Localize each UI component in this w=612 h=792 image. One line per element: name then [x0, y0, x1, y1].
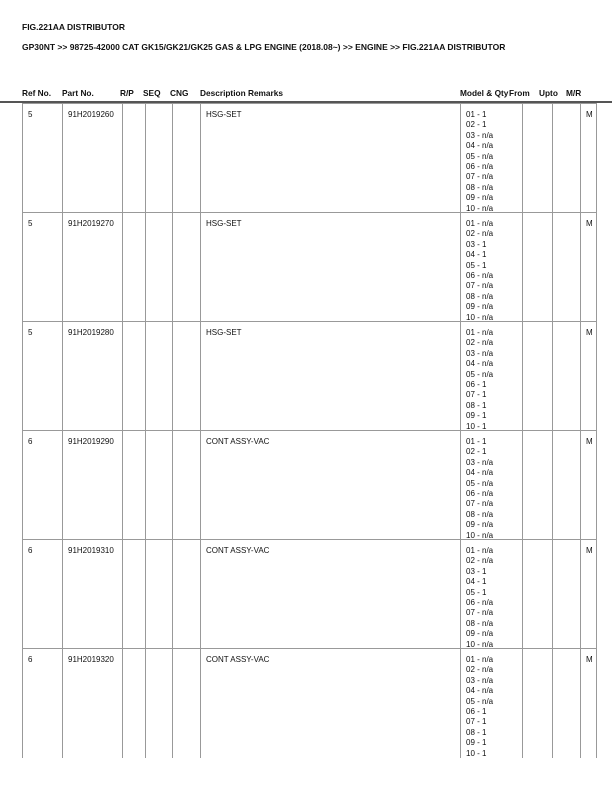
cell-upto	[552, 540, 580, 649]
cell-seq	[145, 431, 172, 540]
model-qty-line: 06 - n/a	[466, 489, 494, 499]
model-qty-line: 04 - 1	[466, 250, 487, 260]
model-qty-line: 03 - n/a	[466, 457, 494, 467]
model-qty-line: 02 - n/a	[466, 338, 494, 348]
header-ref-no: Ref No.	[22, 88, 52, 98]
cell-rp	[122, 540, 145, 649]
model-qty-line: 08 - n/a	[466, 291, 494, 301]
cell-cng	[172, 431, 200, 540]
cell-ref: 5	[22, 104, 62, 213]
cell-desc: HSG-SET	[200, 322, 482, 431]
model-qty-line: 07 - 1	[466, 717, 487, 727]
header-upto: Upto	[539, 88, 558, 98]
cell-part: 91H2019320	[62, 649, 122, 758]
model-qty-line: 03 - 1	[466, 239, 487, 249]
cell-models	[460, 104, 522, 213]
model-qty-line: 10 - n/a	[466, 203, 494, 213]
cell-rp	[122, 213, 145, 322]
cell-from	[522, 649, 552, 758]
model-qty-line: 01 - n/a	[466, 328, 494, 337]
model-qty-line: 08 - 1	[466, 727, 487, 737]
cell-desc: CONT ASSY-VAC	[200, 431, 482, 540]
model-qty-line: 06 - n/a	[466, 598, 494, 608]
cell-from	[522, 540, 552, 649]
cell-ref: 5	[22, 213, 62, 322]
model-qty-line: 04 - n/a	[466, 141, 494, 151]
cell-seq	[145, 540, 172, 649]
cell-seq	[145, 649, 172, 758]
model-qty-line: 09 - n/a	[466, 520, 494, 530]
model-qty-line: 02 - 1	[466, 447, 487, 457]
model-qty-line: 09 - n/a	[466, 193, 494, 203]
cell-upto	[552, 104, 580, 213]
model-qty-line: 10 - 1	[466, 421, 487, 431]
cell-from	[522, 322, 552, 431]
breadcrumb: GP30NT >> 98725-42000 CAT GK15/GK21/GK25 GAS & LPG ENGINE (2018.08~) >> ENGINE >> FIG.221AA DISTRIBUTOR	[22, 42, 506, 52]
model-qty-line: 01 - 1	[466, 110, 487, 119]
model-qty-line: 07 - n/a	[466, 499, 494, 509]
model-qty-line: 02 - n/a	[466, 556, 494, 566]
model-qty-line: 06 - n/a	[466, 162, 494, 172]
model-qty-line: 05 - 1	[466, 587, 487, 597]
model-qty-line: 02 - n/a	[466, 229, 494, 239]
cell-mr: M	[580, 213, 597, 322]
model-qty-line: 09 - n/a	[466, 302, 494, 312]
header-from: From	[509, 88, 530, 98]
cell-mr: M	[580, 649, 597, 758]
cell-models	[460, 213, 522, 322]
model-qty-line: 07 - n/a	[466, 281, 494, 291]
model-qty-line: 05 - n/a	[466, 369, 494, 379]
model-qty-line: 04 - n/a	[466, 359, 494, 369]
model-qty-line: 01 - n/a	[466, 655, 494, 664]
model-qty-line: 06 - 1	[466, 380, 487, 390]
cell-rp	[122, 104, 145, 213]
cell-part: 91H2019270	[62, 213, 122, 322]
header-description: Description Remarks	[200, 88, 284, 98]
cell-ref: 5	[22, 322, 62, 431]
cell-mr: M	[580, 431, 597, 540]
model-qty-line: 03 - n/a	[466, 130, 494, 140]
model-qty-line: 03 - n/a	[466, 675, 494, 685]
model-qty-line: 08 - n/a	[466, 182, 494, 192]
cell-seq	[145, 104, 172, 213]
cell-cng	[172, 104, 200, 213]
cell-mr: M	[580, 322, 597, 431]
table-row	[22, 321, 597, 430]
cell-ref: 6	[22, 431, 62, 540]
cell-part: 91H2019280	[62, 322, 122, 431]
cell-part: 91H2019260	[62, 104, 122, 213]
header-mr: M/R	[566, 88, 582, 98]
model-qty-line: 04 - 1	[466, 577, 487, 587]
model-qty-line: 07 - n/a	[466, 172, 494, 182]
model-qty-line: 01 - n/a	[466, 546, 494, 555]
cell-mr: M	[580, 540, 597, 649]
model-qty-line: 01 - 1	[466, 437, 487, 446]
cell-models	[460, 649, 522, 758]
model-qty-line: 05 - n/a	[466, 151, 494, 161]
model-qty-line: 09 - 1	[466, 738, 487, 748]
model-qty-line: 05 - n/a	[466, 696, 494, 706]
cell-seq	[145, 213, 172, 322]
table-row	[22, 430, 597, 539]
model-qty-line: 10 - n/a	[466, 639, 494, 649]
cell-upto	[552, 213, 580, 322]
header-rp: R/P	[120, 88, 134, 98]
cell-ref: 6	[22, 540, 62, 649]
model-qty-line: 02 - n/a	[466, 665, 494, 675]
model-qty-line: 02 - 1	[466, 120, 487, 130]
cell-models	[460, 322, 522, 431]
cell-upto	[552, 322, 580, 431]
cell-from	[522, 213, 552, 322]
model-qty-line: 04 - n/a	[466, 468, 494, 478]
model-qty-line: 08 - n/a	[466, 509, 494, 519]
cell-part: 91H2019290	[62, 431, 122, 540]
cell-desc: CONT ASSY-VAC	[200, 540, 482, 649]
cell-rp	[122, 431, 145, 540]
cell-desc: HSG-SET	[200, 213, 482, 322]
model-qty-line: 08 - 1	[466, 400, 487, 410]
cell-ref: 6	[22, 649, 62, 758]
cell-cng	[172, 649, 200, 758]
model-qty-line: 10 - 1	[466, 748, 487, 758]
table-row	[22, 539, 597, 648]
model-qty-line: 05 - n/a	[466, 478, 494, 488]
cell-desc: HSG-SET	[200, 104, 482, 213]
cell-from	[522, 431, 552, 540]
table-row	[22, 648, 597, 757]
cell-part: 91H2019310	[62, 540, 122, 649]
model-qty-line: 03 - 1	[466, 566, 487, 576]
model-qty-line: 10 - n/a	[466, 530, 494, 540]
cell-cng	[172, 540, 200, 649]
model-qty-line: 01 - n/a	[466, 219, 494, 228]
cell-cng	[172, 213, 200, 322]
model-qty-line: 03 - n/a	[466, 348, 494, 358]
header-part-no: Part No.	[62, 88, 94, 98]
cell-rp	[122, 322, 145, 431]
header-cng: CNG	[170, 88, 189, 98]
cell-upto	[552, 649, 580, 758]
model-qty-line: 04 - n/a	[466, 686, 494, 696]
cell-seq	[145, 322, 172, 431]
table-row	[22, 212, 597, 321]
model-qty-line: 06 - 1	[466, 707, 487, 717]
header-model-qty: Model & Qty	[460, 88, 509, 98]
page-title: FIG.221AA DISTRIBUTOR	[22, 22, 125, 32]
cell-from	[522, 104, 552, 213]
model-qty-line: 05 - 1	[466, 260, 487, 270]
model-qty-line: 09 - 1	[466, 411, 487, 421]
cell-upto	[552, 431, 580, 540]
model-qty-line: 10 - n/a	[466, 312, 494, 322]
cell-mr: M	[580, 104, 597, 213]
model-qty-line: 09 - n/a	[466, 629, 494, 639]
cell-cng	[172, 322, 200, 431]
model-qty-line: 06 - n/a	[466, 271, 494, 281]
model-qty-line: 08 - n/a	[466, 618, 494, 628]
model-qty-line: 07 - n/a	[466, 608, 494, 618]
cell-models	[460, 540, 522, 649]
cell-rp	[122, 649, 145, 758]
cell-desc: CONT ASSY-VAC	[200, 649, 482, 758]
model-qty-line: 07 - 1	[466, 390, 487, 400]
cell-models	[460, 431, 522, 540]
header-seq: SEQ	[143, 88, 161, 98]
table-row	[22, 103, 597, 212]
